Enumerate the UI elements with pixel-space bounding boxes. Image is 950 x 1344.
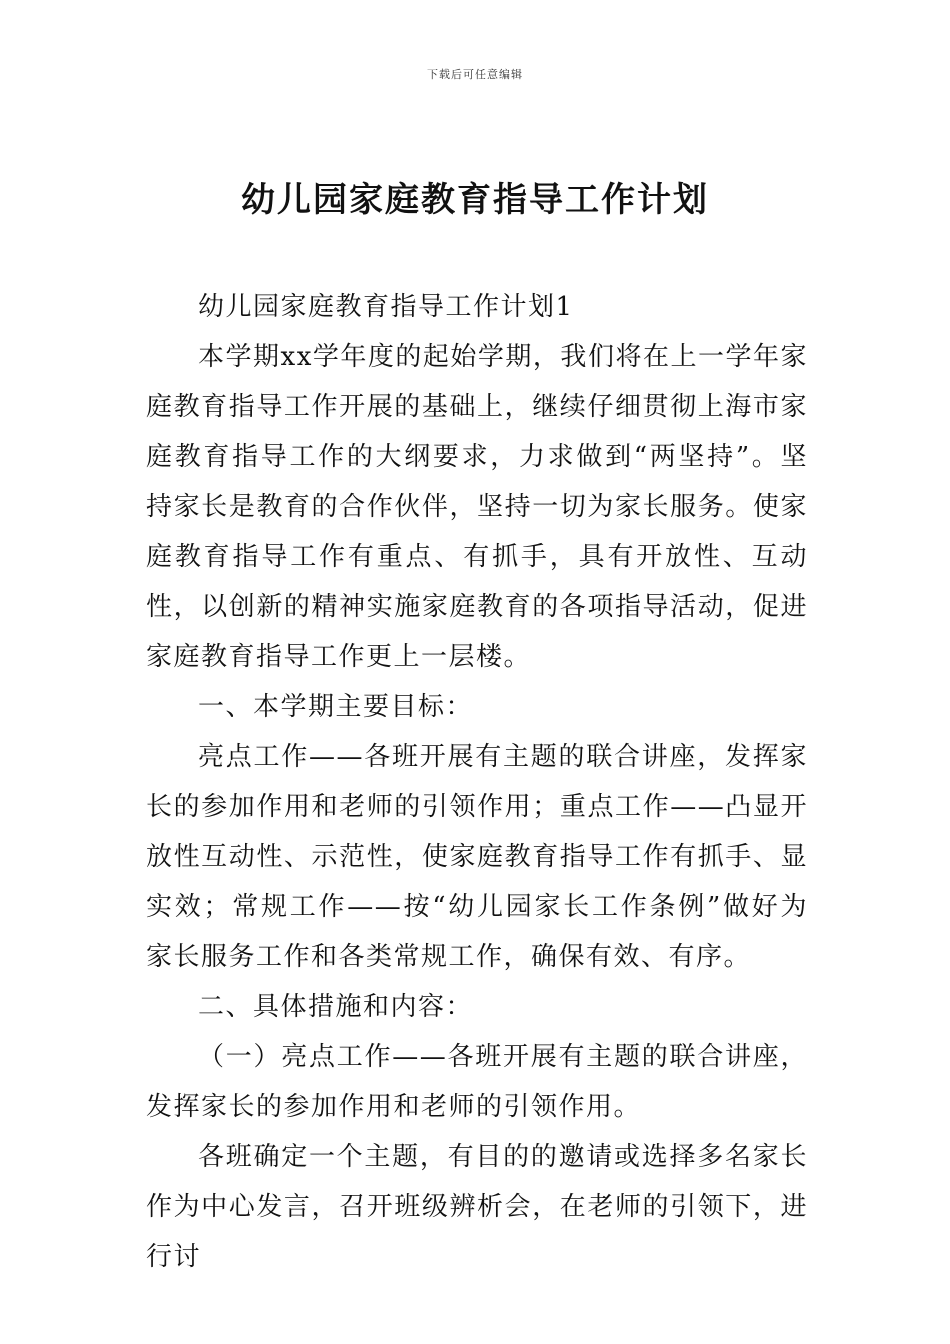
paragraph-subtitle: 幼儿园家庭教育指导工作计划1 <box>198 292 574 322</box>
document-title: 幼儿园家庭教育指导工作计划 <box>241 180 709 220</box>
paragraph-measure-1-detail: 各班确定一个主题，有目的的邀请或选择多名家长作为中心发言，召开班级辨析会，在老师的引领下，进行讨 <box>146 1142 808 1272</box>
page-header-note: 下载后可任意编辑 <box>427 68 523 81</box>
section-heading-measures: 二、具体措施和内容： <box>198 992 474 1022</box>
paragraph-measure-1: （一）亮点工作——各班开展有主题的联合讲座，发挥家长的参加作用和老师的引领作用。 <box>146 1042 808 1122</box>
paragraph-intro: 本学期xx学年度的起始学期，我们将在上一学年家庭教育指导工作开展的基础上，继续仔细贯彻上海市家庭教育指导工作的大纲要求，力求做到“两坚持”。坚持家长是教育的合作伙伴，坚持一切为家长服务。使家庭教育指导工作有重点、有抓手，具有开放性、互动性，以创新的精神实施家庭教育的各项指导活动，促进家庭教育指导工作更上一层楼。 <box>146 342 808 672</box>
section-heading-goals: 一、本学期主要目标： <box>198 692 474 722</box>
document-body <box>146 282 808 1282</box>
paragraph-goals: 亮点工作——各班开展有主题的联合讲座，发挥家长的参加作用和老师的引领作用；重点工作——凸显开放性互动性、示范性，使家庭教育指导工作有抓手、显实效；常规工作——按“幼儿园家长工作条例”做好为家长服务工作和各类常规工作，确保有效、有序。 <box>146 742 808 972</box>
